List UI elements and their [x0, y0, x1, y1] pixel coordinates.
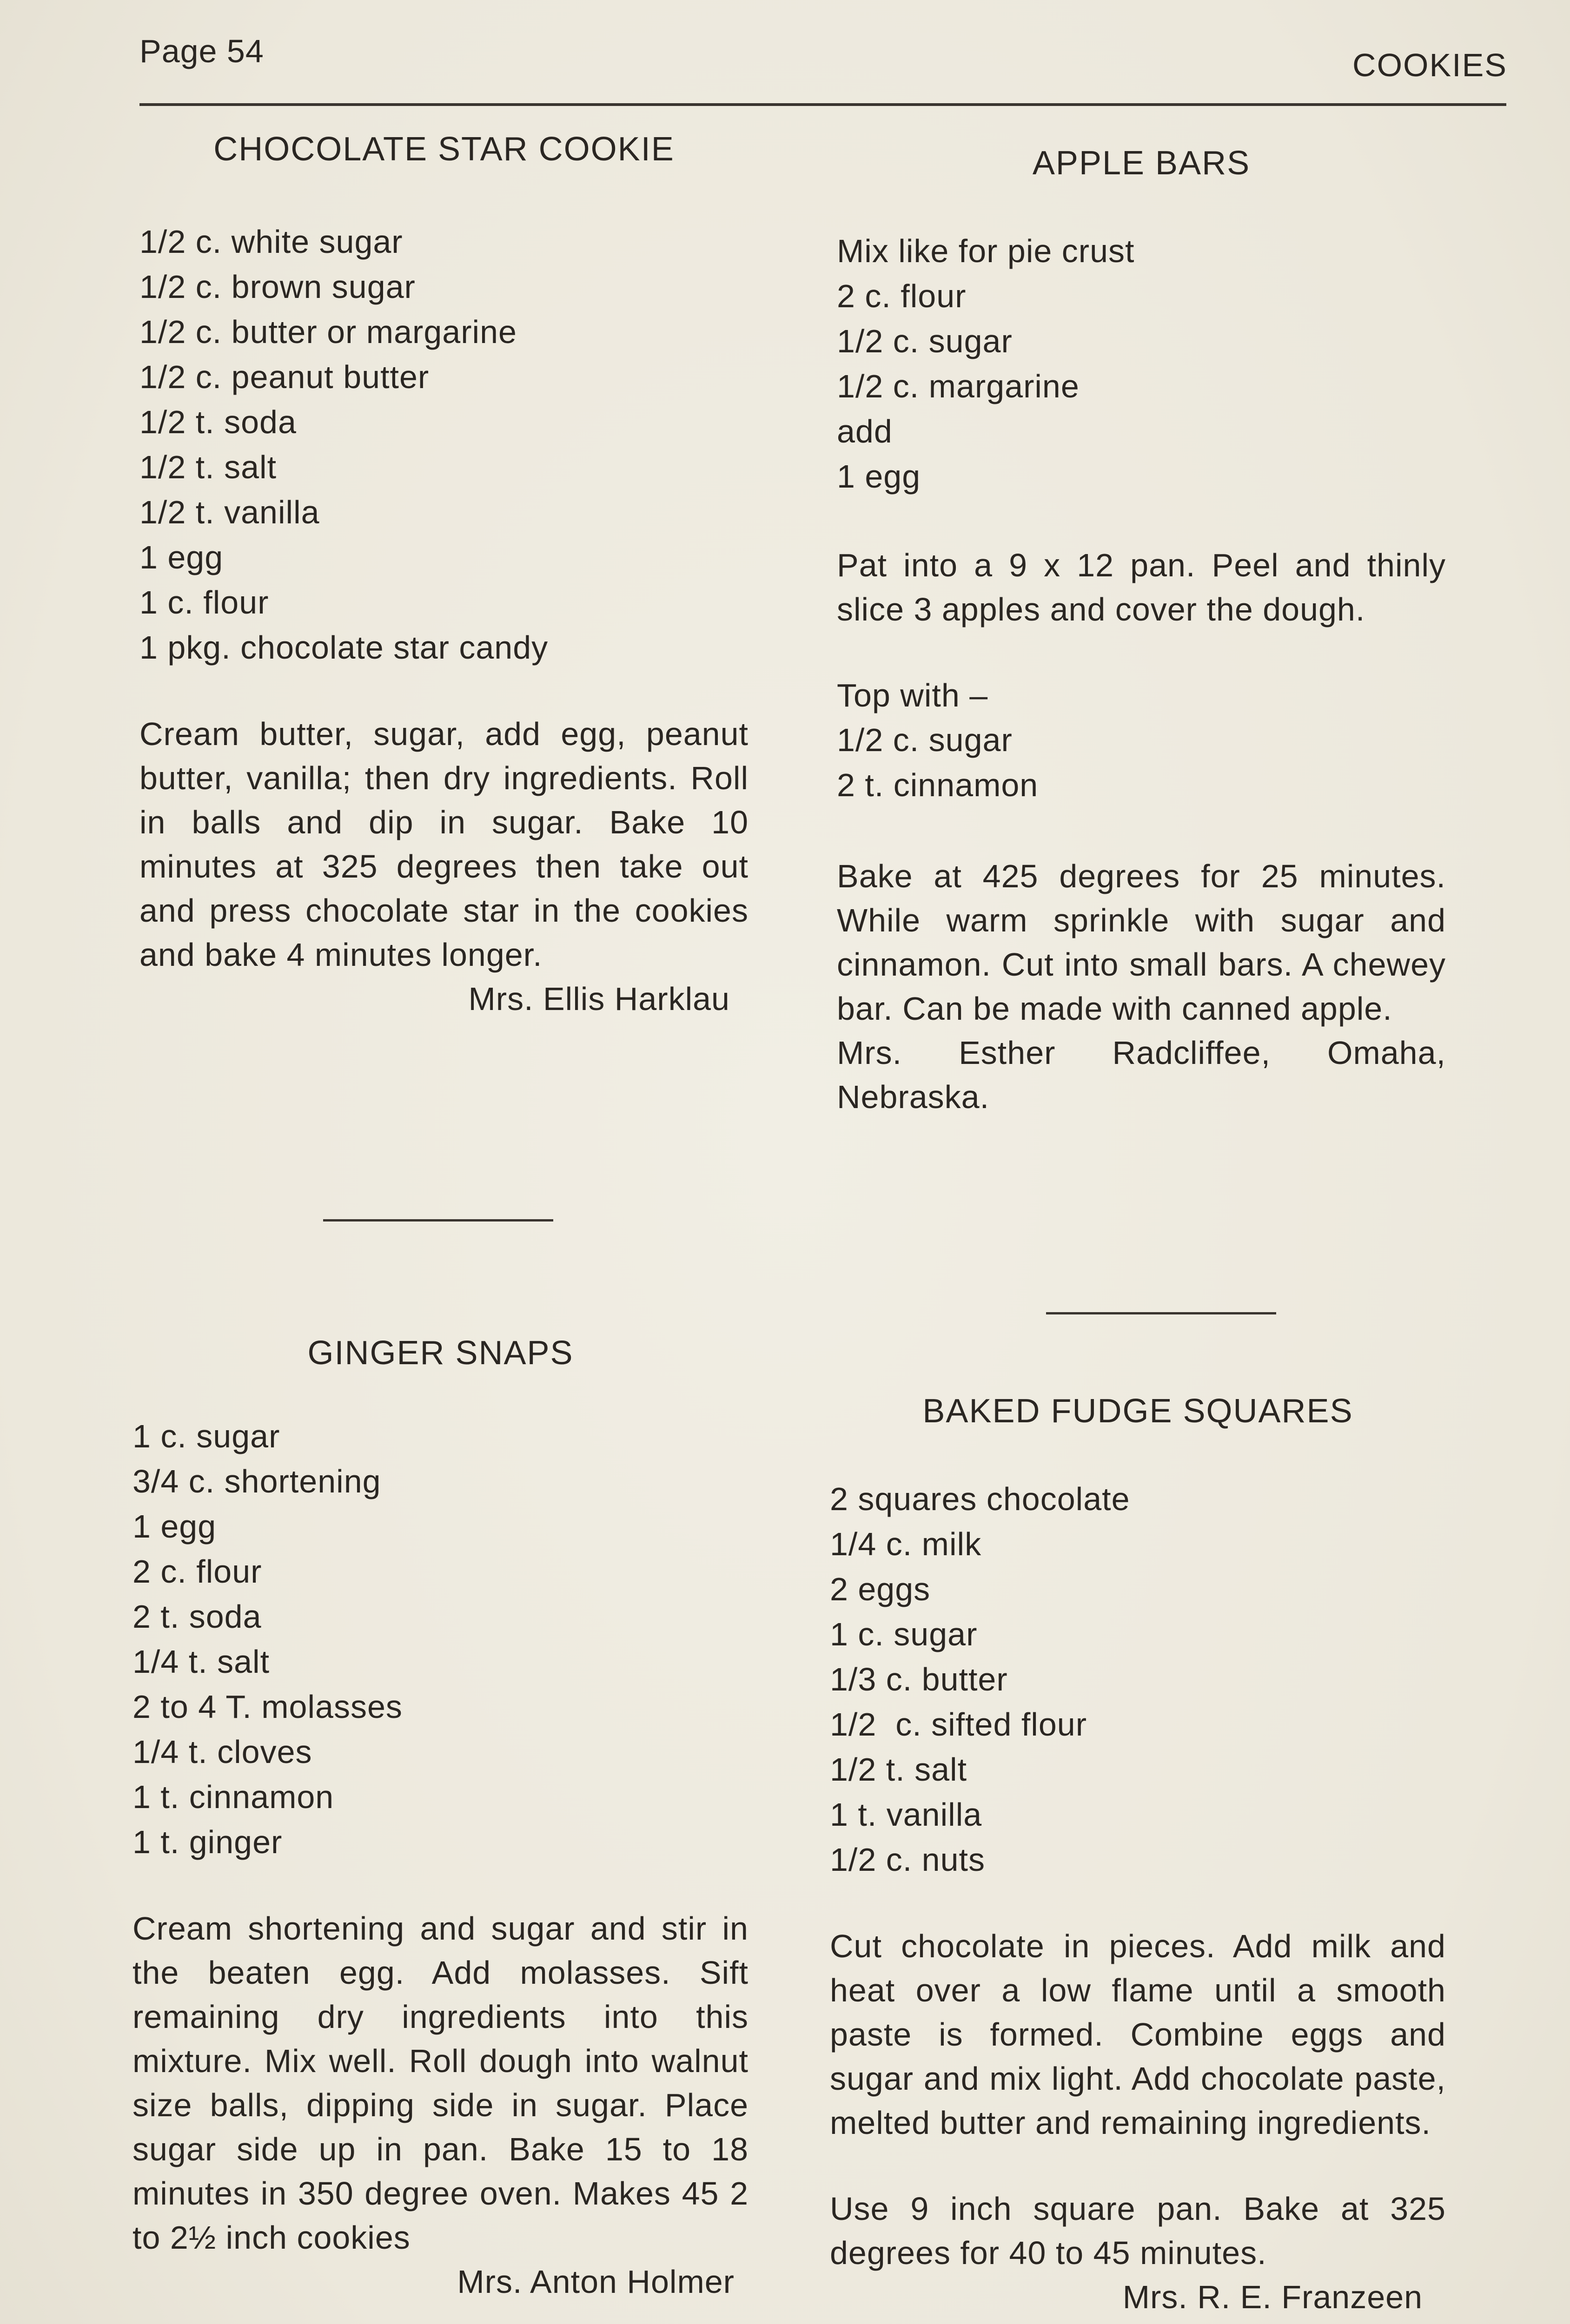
ingredient: 2 squares chocolate — [830, 1481, 1130, 1517]
ingredient: 1/3 c. butter — [830, 1661, 1008, 1697]
instructions: Cut chocolate in pieces. Add milk and heat over a low flame until a smooth paste is formed. Combine eggs and sugar and mix light. Add chocolate paste, melted butter and remaining ingredients. — [830, 1928, 1446, 2141]
ingredient-list — [830, 1477, 1446, 1882]
ingredient: 2 t. cinnamon — [837, 767, 1039, 803]
instructions-final: Bake at 425 degrees for 25 minutes. While warm sprinkle with sugar and cinnamon. Cut into small bars. A chewey bar. Can be made with canned apple. — [837, 858, 1446, 1027]
recipe-ginger-snaps — [132, 1334, 749, 2304]
recipe-title: GINGER SNAPS — [307, 1334, 574, 1372]
recipe-baked-fudge-squares — [830, 1392, 1446, 2319]
recipe-title: APPLE BARS — [1032, 145, 1251, 182]
recipe-author: Mrs. Anton Holmer — [457, 2264, 735, 2300]
ingredient: 1/2 c. margarine — [837, 368, 1080, 404]
recipe-author: Mrs. Esther Radcliffee, Omaha, Nebraska. — [837, 1035, 1446, 1115]
ingredient: 1/2 t. salt — [139, 449, 277, 485]
ingredient: 1/2 c. nuts — [830, 1842, 985, 1878]
ingredient: 1/2 c. butter or margarine — [139, 314, 517, 350]
topping-label: Top with – — [837, 677, 988, 713]
instructions: Cream butter, sugar, add egg, peanut butter, vanilla; then dry ingredients. Roll in balls and dip in sugar. Bake 10 minutes at 325 degrees then take out and press chocolate star in the cookies and bake 4 minutes longer. — [139, 716, 749, 973]
ingredient: 1 c. sugar — [830, 1616, 978, 1652]
recipe-separator — [1046, 1312, 1276, 1314]
page-number: Page 54 — [139, 33, 264, 69]
recipe-author: Mrs. Ellis Harklau — [468, 981, 730, 1017]
ingredient: 1 t. cinnamon — [132, 1779, 334, 1815]
ingredient: 1/2 c. brown sugar — [139, 269, 416, 305]
ingredient: add — [837, 413, 893, 449]
ingredient: 2 eggs — [830, 1571, 931, 1607]
instructions: Pat into a 9 x 12 pan. Peel and thinly slice 3 apples and cover the dough. — [837, 547, 1446, 627]
ingredient: 1/2 c. white sugar — [139, 224, 403, 260]
ingredient: 1/2 c. sugar — [837, 323, 1013, 359]
recipe-author: Mrs. R. E. Franzeen — [1122, 2279, 1423, 2315]
recipe-chocolate-star-cookie — [139, 130, 749, 1021]
recipe-title: CHOCOLATE STAR COOKIE — [213, 131, 675, 168]
ingredient: 2 to 4 T. molasses — [132, 1689, 403, 1725]
ingredient: Mix like for pie crust — [837, 233, 1135, 269]
ingredient-list — [139, 219, 749, 670]
ingredient: 3/4 c. shortening — [132, 1463, 381, 1499]
instructions-bake: Use 9 inch square pan. Bake at 325 degrees for 40 to 45 minutes. — [830, 2191, 1446, 2271]
recipe-separator — [323, 1219, 553, 1221]
ingredient: 1/2 c. sugar — [837, 722, 1013, 758]
ingredient: 1/4 t. salt — [132, 1644, 270, 1680]
recipe-apple-bars — [837, 144, 1446, 1119]
header-rule — [139, 103, 1506, 106]
section-title: COOKIES — [1352, 47, 1507, 83]
ingredient-list — [837, 229, 1446, 499]
ingredient: 1 egg — [132, 1508, 217, 1545]
ingredient: 2 c. flour — [132, 1553, 262, 1590]
ingredient: 1/2 t. vanilla — [139, 494, 320, 530]
instructions: Cream shortening and sugar and stir in the beaten egg. Add molasses. Sift remaining dry ingredients into this mixture. Mix well. Roll dough into walnut size balls, dipping side in sugar. Place sugar side up in pan. Bake 15 to 18 minutes in 350 degree oven. Makes 45 2 to 2½ inch cookies — [132, 1910, 749, 2256]
ingredient: 1/2 t. salt — [830, 1751, 967, 1788]
ingredient: 1 c. flour — [139, 584, 269, 621]
topping-list — [837, 718, 1446, 808]
ingredient: 1 egg — [139, 539, 224, 575]
ingredient: 1 egg — [837, 458, 921, 495]
ingredient: 1 c. sugar — [132, 1418, 280, 1454]
ingredient: 2 t. soda — [132, 1598, 262, 1635]
recipe-title: BAKED FUDGE SQUARES — [922, 1393, 1353, 1430]
ingredient: 1/2 t. soda — [139, 404, 297, 440]
ingredient: 1/2 c. peanut butter — [139, 359, 430, 395]
ingredient-list — [132, 1414, 749, 1865]
ingredient: 1/4 t. cloves — [132, 1734, 312, 1770]
ingredient: 1 pkg. chocolate star candy — [139, 629, 549, 666]
ingredient: 2 c. flour — [837, 278, 967, 314]
ingredient: 1/4 c. milk — [830, 1526, 982, 1562]
ingredient: 1 t. vanilla — [830, 1796, 982, 1833]
ingredient: 1 t. ginger — [132, 1824, 283, 1860]
ingredient: 1/2 c. sifted flour — [830, 1706, 1087, 1743]
